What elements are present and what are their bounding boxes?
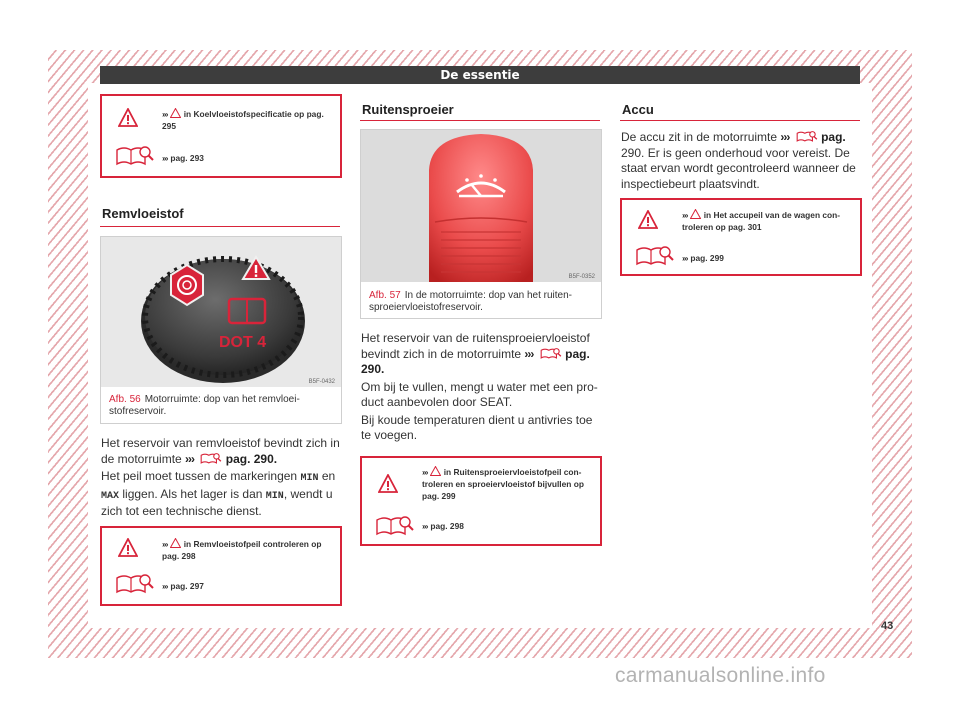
- figure-caption-text: Motorruimte: dop van het remvloeistofreservoir.: [109, 394, 300, 417]
- reference-box-ruitensproeier: [360, 456, 602, 546]
- book-reference-text: pag. 297: [170, 581, 204, 591]
- reference-arrows: ›››: [524, 346, 534, 361]
- warning-reference-text: in Koelvloeistofspecificatie op pag. 295: [162, 109, 324, 131]
- page-reference-link[interactable]: pag.: [565, 346, 590, 361]
- body-text-remvloeistof: [101, 436, 343, 520]
- figure-code: B5F-0352: [568, 274, 595, 280]
- body-line: staat ervan wordt gecontroleerd wanneer de: [621, 161, 856, 175]
- warning-reference[interactable]: [682, 209, 854, 233]
- figure-brake-fluid-cap: [100, 236, 342, 424]
- warning-reference-text: in Ruitensproeiervloeistofpeil controleren en sproeiervloeistof bijvullen op pag. 299: [422, 467, 584, 501]
- figure-image: [361, 130, 601, 282]
- max-marking: MAX: [101, 490, 120, 502]
- warning-reference[interactable]: [162, 108, 334, 132]
- book-reference[interactable]: [682, 252, 854, 264]
- reference-arrows: ›››: [682, 210, 688, 220]
- reference-box-accu: [620, 198, 862, 276]
- book-reference[interactable]: [162, 580, 334, 592]
- figure-caption-label: Afb. 56: [109, 394, 141, 405]
- heading-rule: [100, 226, 340, 227]
- reference-arrows: ›››: [162, 109, 168, 119]
- body-line: 290. Er is geen onderhoud voor vereist. De: [621, 145, 850, 160]
- watermark: carmanualsonline.info: [615, 664, 826, 687]
- figure-caption: [109, 394, 333, 418]
- body-line: inspectiebeurt plaatsvindt.: [621, 176, 760, 191]
- brake-cap-illustration: [101, 237, 341, 387]
- book-reference[interactable]: [422, 520, 594, 532]
- body-line: liggen. Als het lager is dan: [122, 486, 263, 501]
- reference-arrows: ›››: [780, 130, 790, 144]
- reference-arrows: ›››: [682, 253, 688, 263]
- warning-triangle-icon: [690, 209, 701, 219]
- body-line: duct aanbevolen door SEAT.: [361, 395, 513, 409]
- page-reference-link[interactable]: 290.: [361, 362, 385, 376]
- reference-arrows: ›››: [185, 451, 195, 466]
- book-search-icon: [116, 572, 154, 594]
- book-search-icon: [796, 130, 818, 142]
- warning-triangle-icon: [170, 538, 181, 548]
- book-search-icon: [636, 244, 674, 266]
- reference-arrows: ›››: [162, 539, 168, 549]
- bottom-reference-box: [100, 526, 342, 606]
- book-reference-text: pag. 298: [430, 521, 464, 531]
- section-header: De essentie: [100, 66, 860, 84]
- warning-triangle-icon: [430, 466, 441, 476]
- reference-arrows: ›››: [162, 581, 168, 591]
- warning-reference-text: in Het accupeil van de wagen controleren op pag. 301: [682, 210, 841, 232]
- figure-caption-text: sproeiervloeistofreservoir.: [369, 302, 483, 313]
- warning-icon: [118, 538, 138, 558]
- body-line: De accu zit in de motorruimte: [621, 130, 778, 144]
- body-text-accu: [621, 130, 863, 192]
- heading-rule: [620, 120, 860, 121]
- body-line: Het reservoir van remvloeistof bevindt zich in: [101, 436, 340, 450]
- body-line: de motorruimte: [101, 451, 182, 466]
- figure-caption: [369, 290, 593, 314]
- figure-washer-cap: [360, 129, 602, 319]
- figure-code: B5F-0432: [308, 379, 335, 385]
- reference-arrows: ›››: [422, 521, 428, 531]
- top-reference-box: [100, 94, 342, 178]
- body-line: Om bij te vullen, mengt u water met een pro-: [361, 379, 598, 394]
- body-line: zich tot een technische dienst.: [101, 504, 262, 518]
- section-heading-ruitensproeier: Ruitensproeier: [362, 102, 454, 117]
- book-search-icon: [376, 514, 414, 536]
- warning-icon: [378, 474, 398, 494]
- warning-reference[interactable]: [162, 538, 334, 562]
- washer-cap-illustration: [361, 130, 601, 282]
- page-number: 43: [881, 620, 894, 632]
- body-line: , wendt u: [283, 486, 333, 501]
- body-word: en: [321, 469, 336, 483]
- warning-icon: [638, 210, 658, 230]
- figure-image: [101, 237, 341, 387]
- body-line: te voegen.: [361, 428, 418, 442]
- section-heading-accu: Accu: [622, 102, 654, 117]
- book-reference-text: pag. 299: [690, 253, 724, 263]
- body-line: bevindt zich in de motorruimte: [361, 346, 522, 361]
- body-text-ruitensproeier: [361, 331, 603, 444]
- book-search-icon: [540, 347, 562, 359]
- section-heading-remvloeistof: Remvloeistof: [102, 206, 184, 221]
- reference-arrows: ›››: [422, 467, 428, 477]
- book-search-icon: [116, 144, 154, 166]
- body-line: Bij koude temperaturen dient u antivries toe: [361, 412, 593, 427]
- page-reference-link[interactable]: pag. 290.: [225, 451, 278, 466]
- warning-triangle-icon: [170, 108, 181, 118]
- book-search-icon: [200, 452, 222, 464]
- warning-reference-text: in Remvloeistofpeil controleren op pag. 298: [162, 539, 322, 561]
- figure-caption-label: Afb. 57: [369, 290, 401, 301]
- body-line: Het peil moet tussen de markeringen: [101, 469, 298, 483]
- min-marking: MIN: [300, 473, 319, 484]
- book-reference[interactable]: [162, 152, 334, 164]
- reference-arrows: ›››: [162, 153, 168, 163]
- heading-rule: [360, 120, 600, 121]
- page-reference-link[interactable]: pag.: [821, 130, 846, 144]
- book-reference-text: pag. 293: [170, 153, 204, 163]
- figure-caption-text: In de motorruimte: dop van het ruiten-: [404, 290, 573, 301]
- body-line: Het reservoir van de ruitensproeiervloeistof: [361, 331, 590, 345]
- dot4-label: DOT 4: [219, 334, 267, 351]
- warning-reference[interactable]: [422, 466, 594, 502]
- warning-icon: [118, 108, 138, 128]
- min-marking: MIN: [265, 490, 284, 502]
